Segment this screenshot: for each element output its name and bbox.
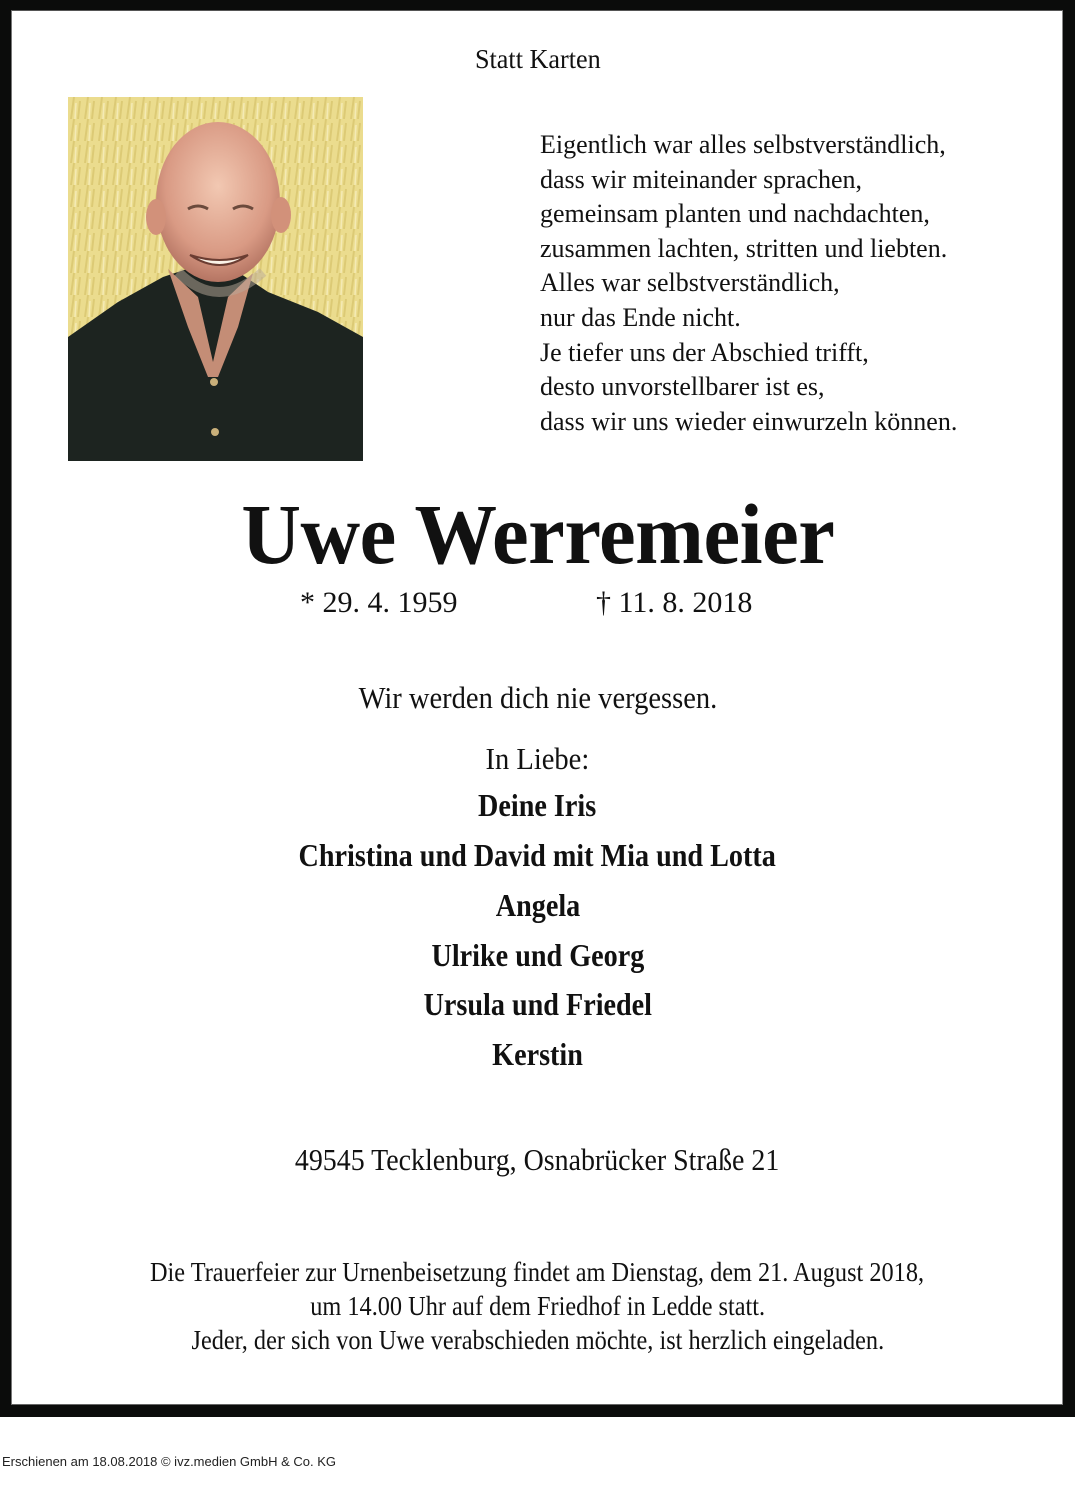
mourner-name: Angela bbox=[495, 887, 580, 923]
poem-line: zusammen lachten, stritten und liebten. bbox=[540, 233, 948, 263]
poem-line: desto unvorstellbarer ist es, bbox=[540, 372, 825, 402]
poem-line: nur das Ende nicht. bbox=[540, 302, 741, 332]
in-love-label bbox=[0, 741, 1075, 777]
ceremony-text: Die Trauerfeier zur Urnenbeisetzung findet am Dienstag, dem 21. August 2018, bbox=[150, 1257, 925, 1287]
poem bbox=[540, 128, 957, 439]
mourner-line bbox=[0, 986, 1075, 1023]
mourner-line bbox=[0, 787, 1075, 824]
address-text: 49545 Tecklenburg, Osnabrücker Straße 21 bbox=[295, 1142, 780, 1177]
deceased-name-text: Uwe Werremeier bbox=[240, 486, 835, 582]
poem-line: dass wir uns wieder einwurzeln können. bbox=[540, 406, 958, 436]
mourner-line bbox=[0, 937, 1075, 974]
deceased-name bbox=[0, 484, 1075, 584]
tribute-text: Wir werden dich nie vergessen. bbox=[358, 680, 717, 715]
mourner-line bbox=[0, 887, 1075, 924]
portrait-photo bbox=[68, 97, 363, 461]
poem-line: Eigentlich war alles selbstverständlich, bbox=[540, 130, 946, 159]
address bbox=[0, 1142, 1075, 1178]
mourner-line bbox=[0, 1036, 1075, 1073]
mourner-name: Deine Iris bbox=[478, 787, 597, 823]
mourner-name: Christina und David mit Mia und Lotta bbox=[298, 837, 777, 873]
poem-line: gemeinsam planten und nachdachten, bbox=[540, 199, 930, 229]
mourner-name: Ulrike und Georg bbox=[431, 937, 644, 973]
mourner-name: Kerstin bbox=[492, 1036, 583, 1072]
poem-line: Alles war selbstverständlich, bbox=[540, 268, 840, 298]
tribute-line bbox=[0, 680, 1075, 716]
death-date: † 11. 8. 2018 bbox=[596, 586, 753, 619]
poem-line: dass wir miteinander sprachen, bbox=[540, 164, 863, 194]
in-love-text: In Liebe: bbox=[485, 741, 590, 776]
ceremony-line bbox=[0, 1325, 1075, 1356]
publication-footer: Erschienen am 18.08.2018 © ivz.medien GmbH & Co. KG bbox=[2, 1454, 337, 1469]
ceremony-text: um 14.00 Uhr auf dem Friedhof in Ledde statt. bbox=[310, 1291, 765, 1321]
header-text: Statt Karten bbox=[474, 44, 601, 74]
ceremony-text: Jeder, der sich von Uwe verabschieden möchte, ist herzlich eingeladen. bbox=[191, 1325, 884, 1355]
poem-line: Je tiefer uns der Abschied trifft, bbox=[540, 337, 869, 367]
mourner-line bbox=[0, 837, 1075, 874]
header-statt-karten bbox=[0, 44, 1075, 75]
birth-date: * 29. 4. 1959 bbox=[300, 586, 458, 619]
portrait-image bbox=[68, 97, 363, 461]
ceremony-line bbox=[0, 1291, 1075, 1322]
mourner-name: Ursula und Friedel bbox=[423, 986, 652, 1022]
ceremony-line bbox=[0, 1257, 1075, 1288]
